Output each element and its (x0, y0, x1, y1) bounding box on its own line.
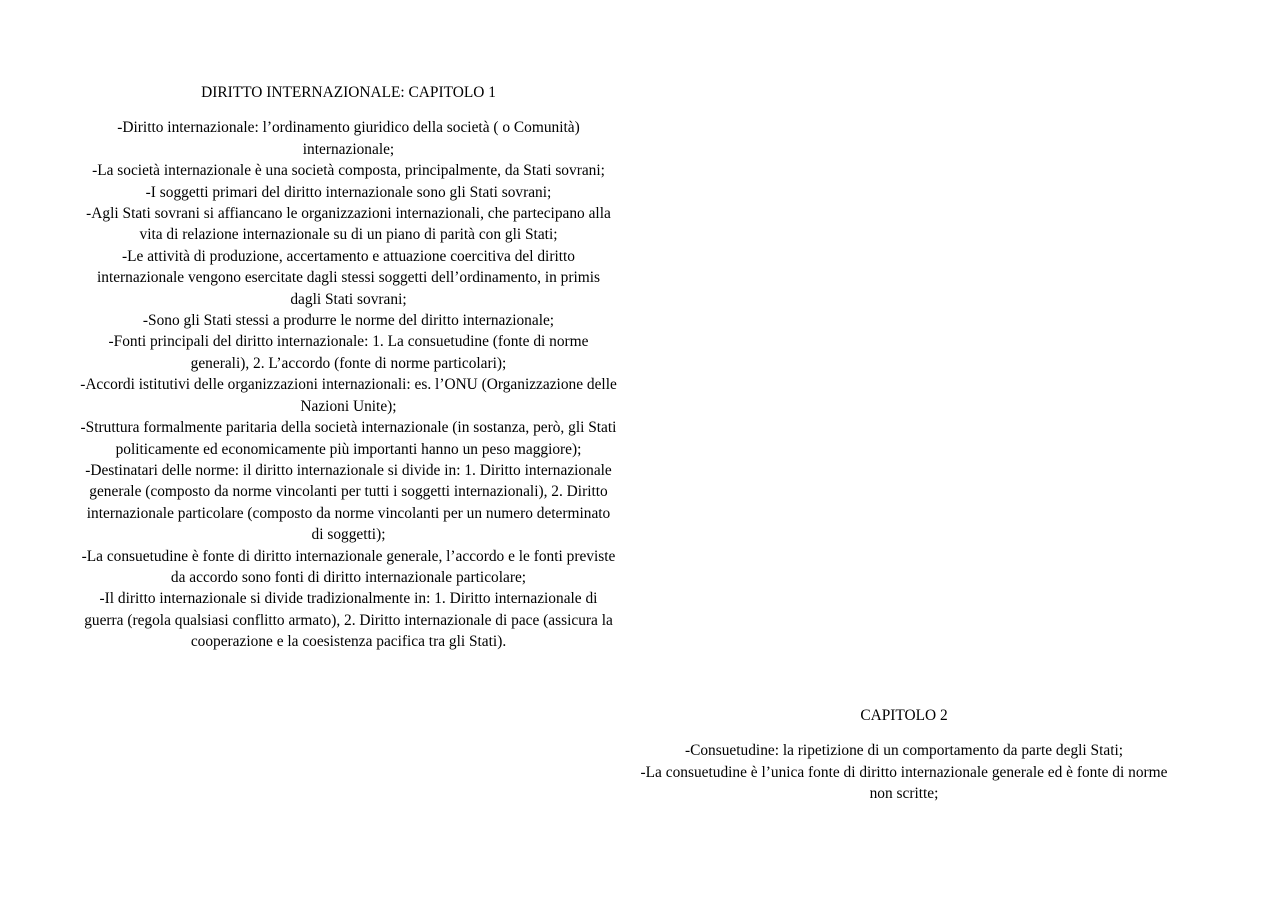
chapter-1-title: DIRITTO INTERNAZIONALE: CAPITOLO 1 (201, 84, 496, 101)
paragraph: -La consuetudine è l’unica fonte di diritto internazionale generale ed è fonte di norme non scritte; (640, 763, 1168, 803)
chapter-1-column (80, 82, 617, 653)
paragraph: -Le attività di produzione, accertamento e attuazione coercitiva del diritto internazionale vengono esercitate dagli stessi soggetti dell’ordinamento, in primis dagli Stati sovrani; (96, 247, 601, 308)
paragraph: -Fonti principali del diritto internazionale: 1. La consuetudine (fonte di norme generali), 2. L’accordo (fonte di norme particolari); (108, 333, 589, 372)
paragraph: -Destinatari delle norme: il diritto internazionale si divide in: 1. Diritto internazionale generale (composto da norme vincolanti per tutti i soggetti internazionali), 2. Diritto internazionale particolare (composto da norme vincolanti per un numero determinato di soggetti); (85, 461, 612, 544)
paragraph: -La società internazionale è una società composta, principalmente, da Stati sovrani; (92, 162, 605, 180)
paragraph: -Il diritto internazionale si divide tradizionalmente in: 1. Diritto internazionale di guerra (regola qualsiasi conflitto armato), 2. Diritto internazionale di pace (assicura la cooperazione e la coesistenza pacifica tra gli Stati). (84, 590, 613, 651)
paragraph: -Struttura formalmente paritaria della società internazionale (in sostanza, però, gli Stati politicamente ed economicamente più importanti hanno un peso maggiore); (80, 419, 617, 458)
paragraph: -Agli Stati sovrani si affiancano le organizzazioni internazionali, che partecipano alla vita di relazione internazionale su di un piano di parità con gli Stati; (86, 205, 611, 244)
chapter-2-column (636, 705, 1172, 805)
paragraph: -Accordi istitutivi delle organizzazioni internazionali: es. l’ONU (Organizzazione delle Nazioni Unite); (80, 376, 617, 415)
paragraph: -La consuetudine è fonte di diritto internazionale generale, l’accordo e le fonti previste da accordo sono fonti di diritto internazionale particolare; (81, 547, 616, 586)
paragraph: -Consuetudine: la ripetizione di un comportamento da parte degli Stati; (684, 742, 1124, 760)
chapter-2-title: CAPITOLO 2 (860, 707, 948, 724)
paragraph: -I soggetti primari del diritto internazionale sono gli Stati sovrani; (145, 183, 552, 201)
paragraph: -Sono gli Stati stessi a produrre le norme del diritto internazionale; (142, 312, 555, 330)
paragraph: -Diritto internazionale: l’ordinamento giuridico della società ( o Comunità) internazionale; (117, 119, 580, 158)
